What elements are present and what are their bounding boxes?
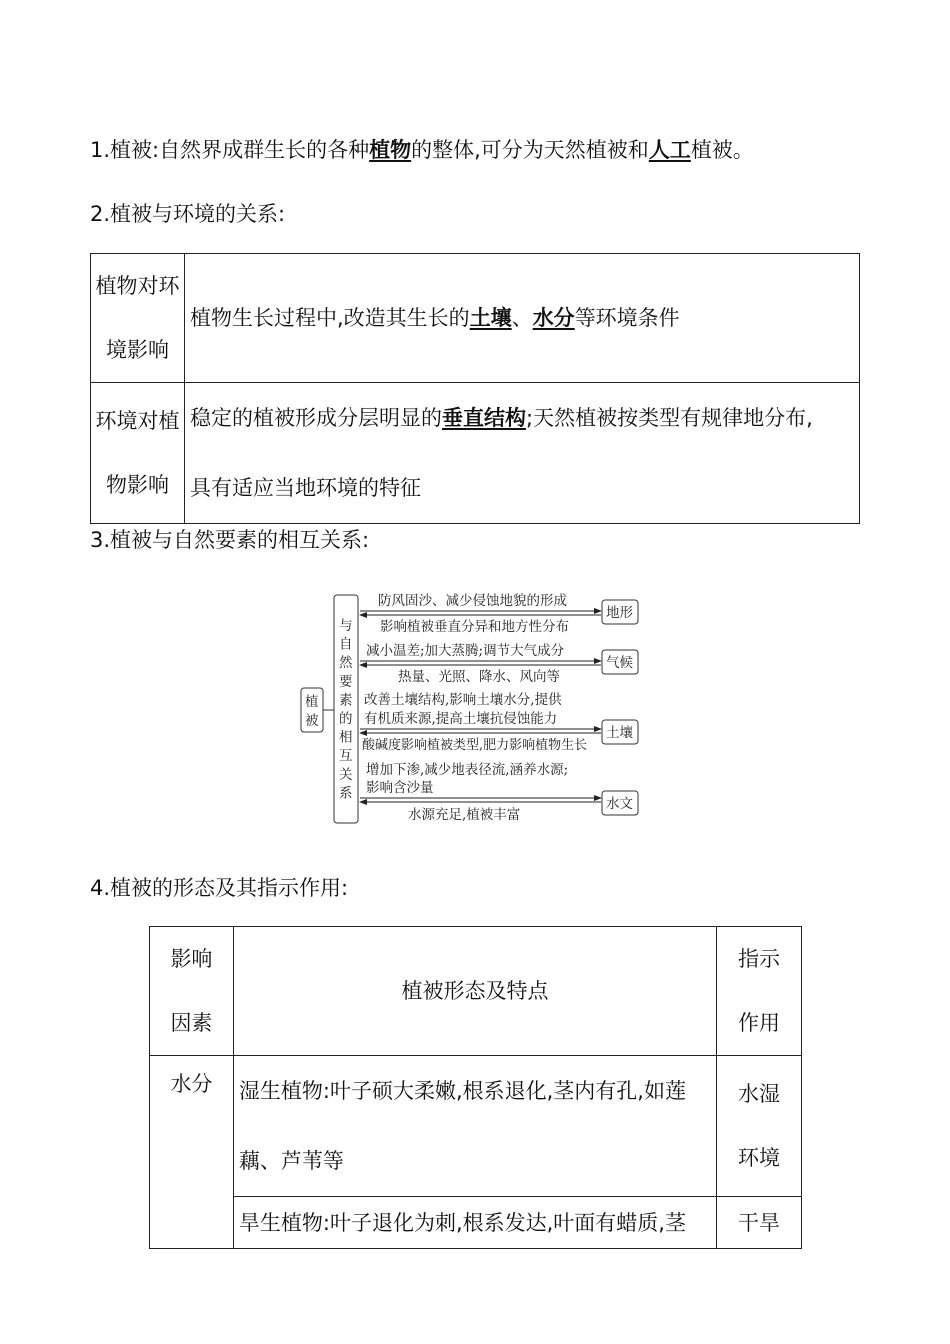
section2-heading: 2.植被与环境的关系: xyxy=(90,202,286,226)
indication-cell: 干旱 xyxy=(717,1197,802,1249)
relationship-char: 素 xyxy=(339,692,353,709)
indication-cell: 水湿 环境 xyxy=(717,1056,802,1197)
vegetation-indicator-table xyxy=(149,926,802,1249)
relationship-char: 互 xyxy=(339,748,353,765)
hydrology-label: 水文 xyxy=(606,796,633,812)
vegetation-char-top: 植 xyxy=(305,694,319,710)
header-indication: 指示 作用 xyxy=(717,927,802,1056)
relationship-char: 相 xyxy=(339,729,353,746)
keyword-plant: 植物 xyxy=(369,138,412,162)
table-row xyxy=(91,383,860,524)
row-header: 植物对环 境影响 xyxy=(91,254,185,383)
table-header-row xyxy=(150,927,802,1056)
soil-label: 土壤 xyxy=(606,725,633,741)
header-form: 植被形态及特点 xyxy=(233,927,716,1056)
header-factor: 影响 因素 xyxy=(150,927,234,1056)
relationship-char: 与 xyxy=(339,618,353,634)
relationship-char: 系 xyxy=(339,785,353,802)
row-header: 环境对植 物影响 xyxy=(91,383,185,524)
terrain-effect-text: 防风固沙、减少侵蚀地貌的形成 xyxy=(378,593,567,609)
soil-influence-text: 酸碱度影响植被类型,肥力影响植物生长 xyxy=(362,738,588,753)
plant-environment-table xyxy=(90,253,860,524)
section1-suffix: 植被。 xyxy=(690,138,754,162)
climate-influence-text: 热量、光照、降水、风向等 xyxy=(398,669,560,685)
form-cell: 旱生植物:叶子退化为刺,根系发达,叶面有蜡质,茎 xyxy=(233,1197,716,1249)
terrain-label: 地形 xyxy=(606,605,633,621)
relationship-char: 要 xyxy=(339,673,353,690)
table-row xyxy=(91,254,860,383)
section4-heading: 4.植被的形态及其指示作用: xyxy=(90,876,349,900)
section1-mid: 的整体,可分为天然植被和 xyxy=(411,138,649,162)
section3-heading: 3.植被与自然要素的相互关系: xyxy=(90,528,370,552)
vegetation-relationship-diagram xyxy=(298,590,648,830)
factor-cell: 水分 xyxy=(150,1056,234,1249)
climate-effect-text: 减小温差;加大蒸腾;调节大气成分 xyxy=(366,643,565,659)
soil-effect-text-2: 有机质来源,提高土壤抗侵蚀能力 xyxy=(364,711,558,727)
terrain-influence-text: 影响植被垂直分异和地方性分布 xyxy=(380,619,569,635)
hydrology-effect-text-2: 影响含沙量 xyxy=(366,780,434,796)
section1-paragraph xyxy=(90,135,754,165)
keyword-vertical-structure: 垂直结构 xyxy=(442,406,526,430)
table-row xyxy=(150,1056,802,1197)
hydrology-influence-text: 水源充足,植被丰富 xyxy=(408,807,521,823)
keyword-water: 水分 xyxy=(532,306,575,330)
keyword-artificial: 人工 xyxy=(648,138,691,162)
relationship-label xyxy=(339,618,353,801)
vegetation-char-bottom: 被 xyxy=(305,713,319,729)
hydrology-effect-text-1: 增加下渗,减少地表径流,涵养水源; xyxy=(366,762,569,778)
row-content: 稳定的植被形成分层明显的垂直结构;天然植被按类型有规律地分布, 具有适应当地环境的特征 xyxy=(185,383,860,524)
table-row xyxy=(150,1197,802,1249)
soil-effect-text-1: 改善土壤结构,影响土壤水分,提供 xyxy=(364,692,562,708)
climate-label: 气候 xyxy=(606,655,633,671)
relationship-char: 然 xyxy=(339,655,353,672)
row-content: 植物生长过程中,改造其生长的土壤、水分等环境条件 xyxy=(185,254,860,383)
form-cell: 湿生植物:叶子硕大柔嫩,根系退化,茎内有孔,如莲 藕、芦苇等 xyxy=(233,1056,716,1197)
keyword-soil: 土壤 xyxy=(469,306,512,330)
relationship-char: 自 xyxy=(339,636,353,653)
section1-prefix: 1.植被:自然界成群生长的各种 xyxy=(90,138,370,162)
relationship-char: 关 xyxy=(339,766,353,783)
relationship-char: 的 xyxy=(339,711,353,727)
